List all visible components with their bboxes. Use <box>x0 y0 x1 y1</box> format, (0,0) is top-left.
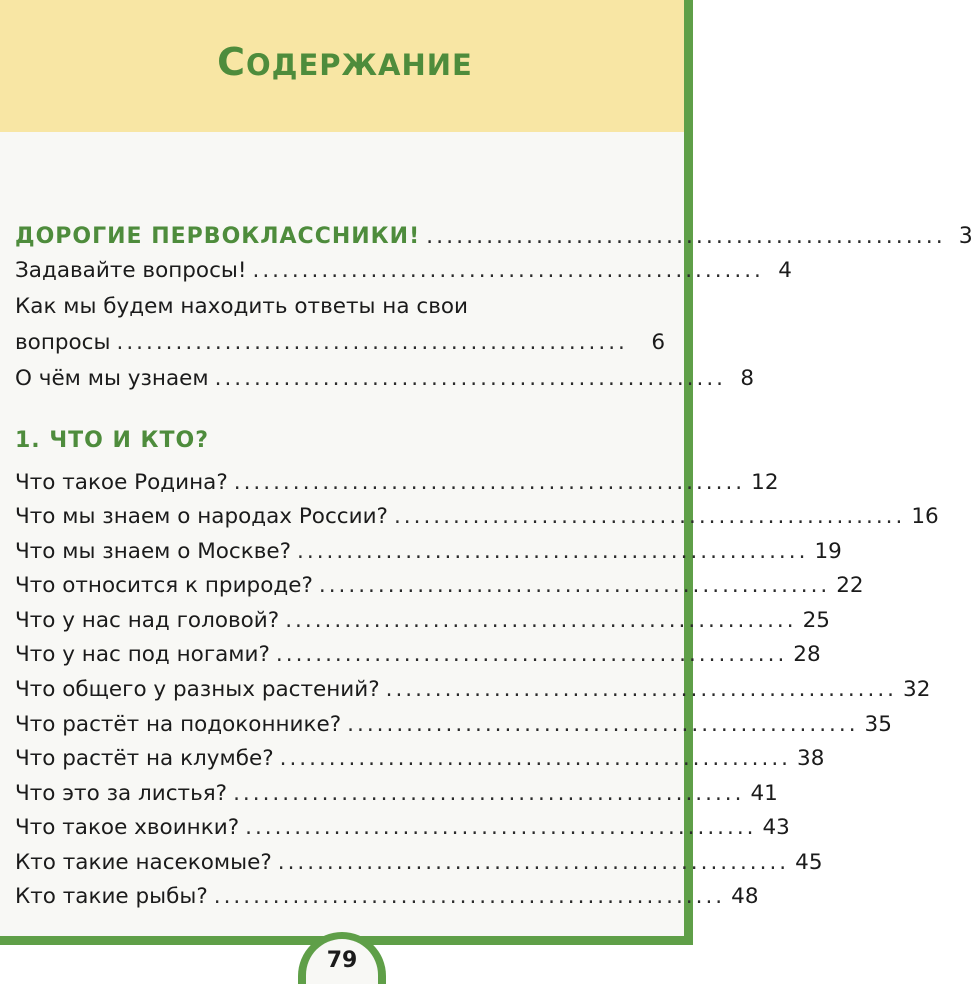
toc-row[interactable] <box>15 773 778 807</box>
toc-label: Что такое Родина? <box>15 470 228 495</box>
toc-page: 8 <box>740 366 754 391</box>
toc-row[interactable] <box>15 358 754 392</box>
toc-page: 6 <box>651 330 665 355</box>
toc-page: 16 <box>911 504 939 529</box>
toc-label: ДОРОГИЕ ПЕРВОКЛАССНИКИ! <box>15 224 421 249</box>
toc-page: 22 <box>836 573 864 598</box>
toc-row[interactable] <box>15 634 821 668</box>
toc-page: 48 <box>731 884 759 909</box>
toc-row[interactable] <box>15 600 830 634</box>
toc-page: 28 <box>793 642 821 667</box>
leader-dots: .................................................... <box>214 366 726 391</box>
leader-dots: .................................................... <box>285 608 797 633</box>
toc-label: Что мы знаем о народах России? <box>15 504 388 529</box>
leader-dots: .................................................... <box>426 224 946 249</box>
toc-page: 45 <box>795 850 823 875</box>
leader-dots: .................................................... <box>245 815 757 840</box>
toc-row[interactable] <box>15 216 974 250</box>
toc-label: Что растёт на клумбе? <box>15 746 274 771</box>
leader-dots: .................................................... <box>275 642 788 667</box>
title-rest: ОДЕРЖАНИЕ <box>246 48 473 82</box>
toc-label: Что растёт на подоконнике? <box>15 712 342 737</box>
toc-label: Что это за листья? <box>15 781 228 806</box>
leader-dots: .................................................... <box>252 258 764 283</box>
page-number: 79 <box>306 939 378 984</box>
toc-page: 12 <box>751 470 779 495</box>
leader-dots: .................................................... <box>393 504 906 529</box>
toc-page: 41 <box>750 781 778 806</box>
toc-label: Что у нас над головой? <box>15 608 280 633</box>
toc-row[interactable] <box>15 462 779 496</box>
toc-label: Что относится к природе? <box>15 573 313 598</box>
toc-label: Что у нас под ногами? <box>15 642 270 667</box>
leader-dots: .................................................... <box>297 539 809 564</box>
leader-dots: .................................................... <box>277 850 790 875</box>
leader-dots: .................................................... <box>116 330 628 355</box>
toc-label: Что такое хвоинки? <box>15 815 240 840</box>
leader-dots: .................................................... <box>318 573 831 598</box>
leader-dots: .................................................... <box>347 712 859 737</box>
toc-row[interactable] <box>15 496 939 530</box>
toc-page: 35 <box>864 712 892 737</box>
toc-page: 4 <box>778 258 792 283</box>
toc-row[interactable] <box>15 876 759 910</box>
toc-row[interactable] <box>15 669 931 703</box>
toc-page: 43 <box>762 815 790 840</box>
toc-row[interactable] <box>15 842 823 876</box>
leader-dots: .................................................... <box>279 746 792 771</box>
toc-row[interactable] <box>15 250 792 284</box>
toc-row[interactable] <box>15 738 825 772</box>
toc-label: Кто такие рыбы? <box>15 884 208 909</box>
toc-page: 32 <box>903 677 931 702</box>
toc-page: 19 <box>814 539 842 564</box>
title-first-letter: С <box>217 40 247 84</box>
toc-row-wrapped[interactable] <box>15 286 655 320</box>
section-heading: 1. ЧТО И КТО? <box>15 428 209 453</box>
leader-dots: .................................................... <box>233 470 746 495</box>
page-title <box>0 40 690 84</box>
toc-label: О чём мы узнаем <box>15 366 209 391</box>
toc-label: Что общего у разных растений? <box>15 677 380 702</box>
leader-dots: .................................................... <box>385 677 898 702</box>
toc-page: 38 <box>797 746 825 771</box>
toc-page: 25 <box>802 608 830 633</box>
toc-label: Задавайте вопросы! <box>15 258 247 283</box>
toc-label: Кто такие насекомые? <box>15 850 272 875</box>
toc-row[interactable] <box>15 565 864 599</box>
toc-page: 3 <box>958 224 974 249</box>
leader-dots: .................................................... <box>213 884 726 909</box>
toc-label: вопросы <box>15 330 111 355</box>
toc-row[interactable] <box>15 807 790 841</box>
toc-row[interactable] <box>15 704 892 738</box>
toc-row[interactable] <box>15 531 842 565</box>
toc-label: Что мы знаем о Москве? <box>15 539 292 564</box>
toc-label: Как мы будем находить ответы на свои <box>15 294 468 319</box>
toc-row[interactable] <box>15 322 665 356</box>
leader-dots: .................................................... <box>233 781 745 806</box>
